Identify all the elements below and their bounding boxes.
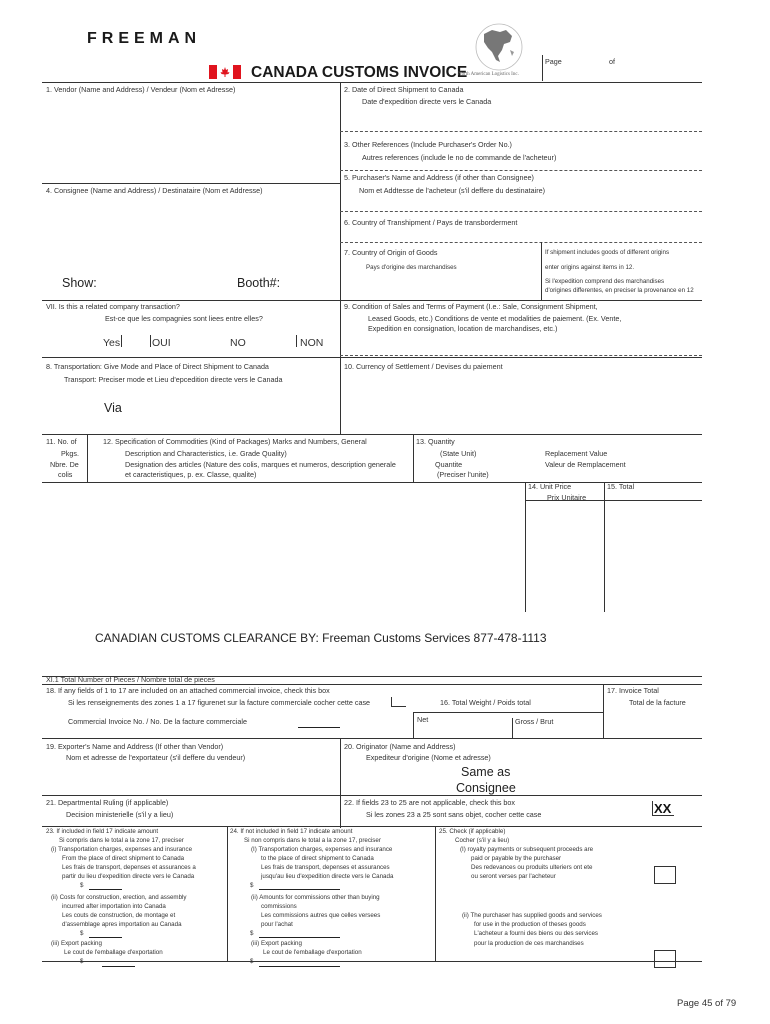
yes-option[interactable]: Yes [103,337,121,349]
related-company-label: VII. Is this a related company transaction? [46,302,180,311]
f24-line-11: (iii) Export packing [251,940,302,947]
origin-note-2: enter origins against items in 12. [545,264,635,271]
via-label: Via [104,401,122,415]
origin-label: 7. Country of Origin of Goods [344,248,438,257]
oui-option: OUI [152,337,171,349]
gross-weight-label: Gross / Brut [515,717,554,726]
globe-logo-icon [470,22,528,72]
packages-label-2: Pkgs. [61,449,79,458]
packages-label-4: colis [58,470,73,479]
departmental-ruling-fr: Decision ministerielle (s'il y a lieu) [66,810,174,819]
originator-label: 20. Originator (Name and Address) [344,742,456,751]
unit-price-label: 14. Unit Price [528,482,572,491]
f23-line-6: partir du lieu d'expedition directe vers le Canada [62,873,195,880]
f25-line-7: (ii) The purchaser has supplied goods and services [462,912,602,919]
f24-line-5: Les frais de transport, depenses et assurances [261,864,390,871]
f23-line-11: (iii) Export packing [51,940,102,947]
total-weight-label: 16. Total Weight / Poids total [440,698,531,707]
f25-line-9: L'acheteur a fourni des biens ou des services [474,930,598,937]
invoice-total-label: 17. Invoice Total [607,686,659,695]
date-shipment-label: 2. Date of Direct Shipment to Canada [344,85,464,94]
commodities-label-2: Description and Characteristics, i.e. Grade Quality) [125,449,287,458]
commodities-label-3: Designation des articles (Nature des colis, marques et numeros, description generale [125,460,396,469]
f23-dollar-2: $ [80,930,84,937]
replacement-value-fr: Valeur de Remplacement [545,460,626,469]
quantity-label-1: 13. Quantity [416,437,455,446]
f25-line-6: ou seront verses par l'acheteur [471,873,556,880]
consignee-text: Consignee [456,781,516,795]
f23-amount-1-field[interactable] [89,889,122,890]
logo-caption: North American Logistics Inc. [458,72,519,77]
f23-line-2: Si compris dans le total a la zone 17, preciser [59,837,184,844]
f23-line-3: (i) Transportation charges, expenses and insurance [51,846,193,853]
customs-clearance-line: CANADIAN CUSTOMS CLEARANCE BY: Freeman Customs Services 877-478-1113 [95,631,547,645]
conditions-line-2: Leased Goods, etc.) Conditions de vente et modalities de paiement. (Ex. Vente, [368,314,622,323]
f24-line-3: (I) Transportation charges, expenses and insurance [251,846,393,853]
f23-dollar-3: $ [80,958,84,965]
yes-checkbox[interactable] [121,335,151,347]
f25-line-8: for use in the production of theses goods [474,921,586,928]
f23-line-10: d'assemblage apres importation au Canada [62,921,182,928]
total-label: 15. Total [607,482,635,491]
f24-line-12: Le cout de l'emballage d'exportation [263,949,362,956]
total-pieces-label: XI.1 Total Number of Pieces / Nombre total de pieces [46,675,215,684]
fields-23-25-fr: Si les zones 23 a 25 sont sans objet, cocher cette case [366,810,542,819]
attached-invoice-fr: Si les renseignements des zones 1 a 17 figurenet sur la facture commerciale cocher cette case [68,698,371,707]
conditions-line-3: Expedition en consignation, location de marchandises, etc.) [368,324,558,333]
f25-line-1: 25. Check (if applicable) [439,828,506,835]
f24-amount-1-field[interactable] [259,889,340,890]
other-references-label: 3. Other References (Include Purchaser's Order No.) [344,140,512,149]
departmental-ruling-label: 21. Departmental Ruling (if applicable) [46,798,169,807]
royalty-checkbox[interactable] [654,866,676,884]
f23-line-8: incurred after importation into Canada [62,903,166,910]
f25-line-5: Des redevances ou produits ulteriers ont ete [471,864,593,871]
attached-invoice-label: 18. If any fields of 1 to 17 are included on an attached commercial invoice, check this box [46,686,330,695]
f24-line-2: Si non compris dans le total a la zone 17, preciser [244,837,381,844]
f23-line-12: Le cout de l'emballage d'exportation [64,949,163,956]
f24-dollar-2: $ [250,930,254,937]
f25-line-3: (I) royalty payments or subsequent proceeds are [460,846,594,853]
f24-line-1: 24. If not included in field 17 indicate amount [230,828,353,835]
fields-23-25-label: 22. If fields 23 to 25 are not applicable, check this box [344,798,516,807]
purchaser-label: 5. Purchaser's Name and Address (if other than Consignee) [344,173,534,182]
other-references-fr: Autres references (include le no de commande de l'acheteur) [362,153,557,162]
packages-label-1: 11. No. of [46,437,77,446]
f23-amount-2-field[interactable] [89,937,122,938]
f23-amount-3-field[interactable] [102,966,135,967]
exporter-label: 19. Exporter's Name and Address (If other than Vendor) [46,742,224,751]
f24-line-6: jusqu'au lieu d'expedition directe vers le Canada [261,873,394,880]
same-as-text: Same as [461,765,511,779]
unit-price-fr: Prix Unitaire [547,493,587,502]
f25-line-4: paid or payable by the purchaser [471,855,562,862]
f24-amount-2-field[interactable] [259,937,340,938]
packages-label-3: Nbre. De [50,460,79,469]
related-company-fr: Est-ce que les compagnies sont liees entre elles? [105,314,263,323]
f24-amount-3-field[interactable] [259,966,340,967]
transhipment-label: 6. Country of Transhipment / Pays de transborderment [344,218,518,227]
fields-23-25-checkmark: XX [654,801,672,816]
quantity-label-2: (State Unit) [440,449,477,458]
origin-note-3: Si l'expedition comprend des marchandises [545,278,665,285]
transportation-fr: Transport: Preciser mode et Lieu d'epcedition directe vers le Canada [64,375,283,384]
date-shipment-fr: Date d'expedition directe vers le Canada [362,97,492,106]
f23-line-5: Les frais de transport, depenses et assurances a [62,864,196,871]
supplied-goods-checkbox[interactable] [654,950,676,968]
commercial-invoice-no-field[interactable] [298,727,340,728]
transportation-label: 8. Transportation: Give Mode and Place of Direct Shipment to Canada [46,362,269,371]
non-option: NON [300,337,324,349]
f23-line-4: From the place of direct shipment to Canada [62,855,185,862]
f24-dollar-3: $ [250,958,254,965]
f25-line-10: pour la production de ces marchandises [474,940,584,947]
purchaser-fr: Nom et Addtesse de l'acheteur (s'il deffere du destinataire) [359,186,545,195]
origin-note-1: If shipment includes goods of different origins [545,249,670,256]
f24-line-10: pour l'achat [261,921,293,928]
f24-line-7: (ii) Amounts for commissions other than buying [251,894,380,901]
conditions-label: 9. Condition of Sales and Terms of Payment (I.e.: Sale, Consignment Shipment, [344,302,598,311]
commercial-invoice-no-label: Commercial Invoice No. / No. De la facture commerciale [68,717,247,726]
currency-label: 10. Currency of Settlement / Devises du paiement [344,362,503,371]
booth-label: Booth#: [237,276,281,290]
invoice-title: CANADA CUSTOMS INVOICE [251,64,468,81]
quantity-label-4: (Preciser l'unite) [437,470,489,479]
f24-line-8: commissions [261,903,297,910]
vendor-label: 1. Vendor (Name and Address) / Vendeur (Nom et Adresse) [46,85,236,94]
commodities-label-4: et caracteristiques, p. ex. Classe, qualite) [125,470,257,479]
attached-invoice-checkbox[interactable] [391,697,406,707]
quantity-label-3: Quantite [435,460,463,469]
f23-dollar-1: $ [80,882,84,889]
canada-flag-icon [209,65,241,79]
no-checkbox[interactable] [251,335,297,347]
origin-fr: Pays d'origine des marchandises [366,264,457,271]
replacement-value-label: Replacement Value [545,449,608,458]
no-option[interactable]: NO [230,337,246,349]
f23-line-9: Les couts de construction, de montage et [62,912,176,919]
show-label: Show: [62,276,97,290]
originator-fr: Expediteur d'origine (Nome et adresse) [366,753,491,762]
consignee-label: 4. Consignee (Name and Address) / Destinataire (Nom et Addresse) [46,186,263,195]
brand-name: FREEMAN [87,30,202,47]
f24-dollar-1: $ [250,882,254,889]
page-label: Page [545,57,562,66]
f23-line-7: (ii) Costs for construction, erection, and assembly [51,894,187,901]
f25-line-2: Cocher (s'il y a lieu) [455,837,510,844]
f24-line-9: Les commissions autres que celles versees [261,912,381,919]
f24-line-4: to the place of direct shipment to Canada [261,855,374,862]
invoice-total-fr: Total de la facture [629,698,686,707]
page-number: Page 45 of 79 [677,998,737,1009]
commodities-label-1: 12. Specification of Commodities (Kind of Packages) Marks and Numbers, General [103,437,367,446]
of-label: of [609,57,615,66]
origin-note-4: d'origines differentes, en preciser la provenance en 12 [545,287,694,294]
exporter-fr: Nom et adresse de l'exportateur (s'il deffere du vendeur) [66,753,246,762]
f23-line-1: 23. If included in field 17 indicate amount [46,828,159,835]
net-weight-label: Net [417,715,429,724]
